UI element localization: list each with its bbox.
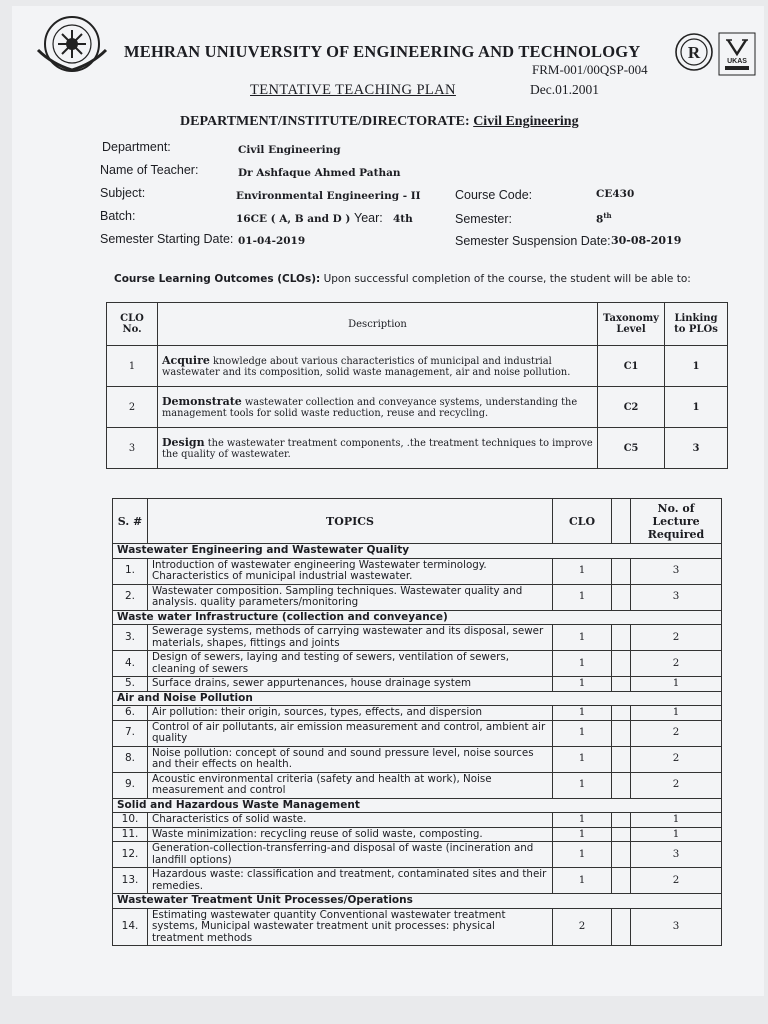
- topics-section-row: [113, 610, 722, 625]
- start-date-label: Semester Starting Date:: [100, 232, 234, 246]
- clo-col-no: CLO No.: [107, 303, 158, 346]
- suspension-date-value: 30-08-2019: [611, 234, 682, 247]
- topic-number: 14.: [113, 908, 148, 946]
- topic-text: Generation-collection-transferring-and disposal of waste (incineration and landfill options): [148, 842, 553, 868]
- topic-text: Air pollution: their origin, sources, types, effects, and dispersion: [148, 706, 553, 721]
- topics-row: [113, 827, 722, 842]
- form-number: FRM-001/00QSP-004: [532, 62, 648, 77]
- section-title: Solid and Hazardous Waste Management: [113, 798, 722, 813]
- section-title: Wastewater Engineering and Wastewater Quality: [113, 544, 722, 559]
- topic-text: Introduction of wastewater engineering Wastewater terminology. Characteristics of municipal industrial wastewater.: [148, 558, 553, 584]
- topic-text: Design of sewers, laying and testing of sewers, ventilation of sewers, cleaning of sewers: [148, 651, 553, 677]
- topic-lectures: 3: [631, 584, 722, 610]
- topic-number: 9.: [113, 772, 148, 798]
- topic-number: 3.: [113, 625, 148, 651]
- topic-number: 5.: [113, 677, 148, 692]
- university-name: MEHRAN UNIUVERSITY OF ENGINEERING AND TECHNOLOGY: [124, 42, 641, 61]
- topics-row: [113, 746, 722, 772]
- svg-text:R: R: [687, 43, 701, 62]
- topics-col-clo: CLO: [553, 499, 612, 544]
- topic-lectures: 2: [631, 625, 722, 651]
- topic-spacer: [612, 868, 631, 894]
- year-value: 4th: [393, 213, 413, 225]
- topics-col-topics: TOPICS: [148, 499, 553, 544]
- topic-spacer: [612, 720, 631, 746]
- topics-section-row: [113, 894, 722, 909]
- topics-section-row: [113, 691, 722, 706]
- topic-text: Characteristics of solid waste.: [148, 813, 553, 828]
- topic-number: 6.: [113, 706, 148, 721]
- clo-row: [107, 346, 728, 387]
- registered-r-logo: [674, 32, 714, 72]
- topic-number: 7.: [113, 720, 148, 746]
- topic-clo: 2: [553, 908, 612, 946]
- topic-number: 8.: [113, 746, 148, 772]
- topic-lectures: 1: [631, 706, 722, 721]
- svg-text:UKAS: UKAS: [727, 58, 747, 65]
- department-value: Civil Engineering: [238, 144, 341, 156]
- course-code-value: CE430: [596, 188, 635, 200]
- topic-clo: 1: [553, 584, 612, 610]
- topic-number: 10.: [113, 813, 148, 828]
- topic-spacer: [612, 558, 631, 584]
- section-title: Air and Noise Pollution: [113, 691, 722, 706]
- topics-col-sno: S. #: [113, 499, 148, 544]
- clo-plo: 1: [665, 346, 728, 387]
- topic-lectures: 1: [631, 677, 722, 692]
- clo-taxonomy: C5: [598, 428, 665, 469]
- subject-value: Environmental Engineering - II: [236, 190, 421, 202]
- clo-taxonomy: C2: [598, 387, 665, 428]
- topic-lectures: 1: [631, 827, 722, 842]
- clo-table-header: [107, 303, 728, 346]
- course-code-label: Course Code:: [455, 188, 533, 202]
- topic-spacer: [612, 908, 631, 946]
- suspension-date-label: Semester Suspension Date:: [455, 234, 611, 248]
- topic-clo: 1: [553, 868, 612, 894]
- clo-no: 3: [107, 428, 158, 469]
- section-title: Wastewater Treatment Unit Processes/Operations: [113, 894, 722, 909]
- clo-taxonomy: C1: [598, 346, 665, 387]
- topic-spacer: [612, 706, 631, 721]
- topic-clo: 1: [553, 772, 612, 798]
- clo-col-plo: Linking to PLOs: [665, 303, 728, 346]
- topic-lectures: 1: [631, 813, 722, 828]
- topic-spacer: [612, 677, 631, 692]
- topic-clo: 1: [553, 746, 612, 772]
- topic-clo: 1: [553, 677, 612, 692]
- batch-label: Batch:: [100, 209, 136, 223]
- topic-number: 4.: [113, 651, 148, 677]
- topics-row: [113, 842, 722, 868]
- clo-description: Design the wastewater treatment components, .the treatment techniques to improve the quality of wastewater.: [158, 428, 598, 469]
- ukas-certification-logo: [718, 32, 756, 76]
- topic-text: Acoustic environmental criteria (safety and health at work), Noise measurement and control: [148, 772, 553, 798]
- batch-value: 16CE ( A, B and D ): [236, 213, 351, 225]
- semester-label: Semester:: [455, 212, 512, 226]
- topics-section-row: [113, 544, 722, 559]
- document-page: [12, 6, 764, 996]
- clo-table: [106, 302, 728, 469]
- topics-row: [113, 706, 722, 721]
- topic-spacer: [612, 772, 631, 798]
- clo-description: Demonstrate wastewater collection and conveyance systems, understanding the management tools for solid waste reduction, reuse and recycling.: [158, 387, 598, 428]
- topics-section-row: [113, 798, 722, 813]
- clo-row: [107, 387, 728, 428]
- topic-clo: 1: [553, 827, 612, 842]
- clo-intro-text: Upon successful completion of the course, the student will be able to:: [323, 273, 691, 285]
- department-heading: [180, 114, 579, 130]
- topic-spacer: [612, 813, 631, 828]
- topics-table: [112, 498, 722, 946]
- topic-lectures: 2: [631, 772, 722, 798]
- clo-intro: [114, 273, 691, 285]
- topics-row: [113, 558, 722, 584]
- topics-row: [113, 813, 722, 828]
- topic-lectures: 2: [631, 651, 722, 677]
- topic-number: 1.: [113, 558, 148, 584]
- topic-clo: 1: [553, 558, 612, 584]
- teacher-value: Dr Ashfaque Ahmed Pathan: [238, 167, 401, 179]
- plan-title: TENTATIVE TEACHING PLAN: [250, 82, 456, 98]
- topic-clo: 1: [553, 651, 612, 677]
- topics-col-spacer: [612, 499, 631, 544]
- topic-spacer: [612, 584, 631, 610]
- topic-text: Estimating wastewater quantity Conventional wastewater treatment systems, Municipal wastewater treatment unit processes: physical treatment methods: [148, 908, 553, 946]
- department-heading-label: DEPARTMENT/INSTITUTE/DIRECTORATE:: [180, 114, 470, 129]
- clo-no: 2: [107, 387, 158, 428]
- form-date: Dec.01.2001: [530, 82, 599, 97]
- topic-text: Control of air pollutants, air emission measurement and control, ambient air quality: [148, 720, 553, 746]
- topic-lectures: 2: [631, 720, 722, 746]
- topic-clo: 1: [553, 720, 612, 746]
- topic-lectures: 2: [631, 868, 722, 894]
- topics-row: [113, 908, 722, 946]
- university-seal-logo: [32, 14, 112, 74]
- topics-col-lectures: No. of Lecture Required: [631, 499, 722, 544]
- clo-description: Acquire knowledge about various characteristics of municipal and industrial wastewater and its composition, solid waste management, air and noise pollution.: [158, 346, 598, 387]
- topics-row: [113, 584, 722, 610]
- topic-text: Surface drains, sewer appurtenances, house drainage system: [148, 677, 553, 692]
- topic-number: 12.: [113, 842, 148, 868]
- topic-lectures: 3: [631, 842, 722, 868]
- topic-text: Sewerage systems, methods of carrying wastewater and its disposal, sewer materials, shapes, fittings and joints: [148, 625, 553, 651]
- topic-text: Wastewater composition. Sampling techniques. Wastewater quality and analysis. quality parameters/monitoring: [148, 584, 553, 610]
- topic-lectures: 2: [631, 746, 722, 772]
- topic-spacer: [612, 842, 631, 868]
- topic-spacer: [612, 625, 631, 651]
- clo-row: [107, 428, 728, 469]
- subject-label: Subject:: [100, 186, 146, 200]
- year-label: Year:: [354, 211, 383, 225]
- start-date-value: 01-04-2019: [238, 235, 306, 247]
- topic-lectures: 3: [631, 908, 722, 946]
- topics-row: [113, 625, 722, 651]
- topic-clo: 1: [553, 842, 612, 868]
- topic-text: Waste minimization: recycling reuse of solid waste, composting.: [148, 827, 553, 842]
- topics-row: [113, 720, 722, 746]
- topic-text: Hazardous waste: classification and treatment, contaminated sites and their remedies.: [148, 868, 553, 894]
- topic-spacer: [612, 746, 631, 772]
- topic-lectures: 3: [631, 558, 722, 584]
- department-heading-value: Civil Engineering: [473, 114, 579, 129]
- topics-row: [113, 772, 722, 798]
- section-title: Waste water Infrastructure (collection and conveyance): [113, 610, 722, 625]
- clo-no: 1: [107, 346, 158, 387]
- clo-plo: 3: [665, 428, 728, 469]
- topics-row: [113, 651, 722, 677]
- topic-text: Noise pollution: concept of sound and sound pressure level, noise sources and their effects on health.: [148, 746, 553, 772]
- teacher-label: Name of Teacher:: [100, 163, 199, 177]
- topic-number: 11.: [113, 827, 148, 842]
- clo-col-taxonomy: Taxonomy Level: [598, 303, 665, 346]
- topic-number: 13.: [113, 868, 148, 894]
- topics-table-header: [113, 499, 722, 544]
- topic-clo: 1: [553, 625, 612, 651]
- clo-plo: 1: [665, 387, 728, 428]
- clo-intro-heading: Course Learning Outcomes (CLOs):: [114, 273, 321, 285]
- clo-col-description: Description: [158, 303, 598, 346]
- topic-clo: 1: [553, 813, 612, 828]
- topic-number: 2.: [113, 584, 148, 610]
- topic-clo: 1: [553, 706, 612, 721]
- topic-spacer: [612, 827, 631, 842]
- semester-value: 8th: [596, 211, 612, 226]
- topics-row: [113, 677, 722, 692]
- department-label: Department:: [102, 140, 171, 154]
- topics-row: [113, 868, 722, 894]
- topic-spacer: [612, 651, 631, 677]
